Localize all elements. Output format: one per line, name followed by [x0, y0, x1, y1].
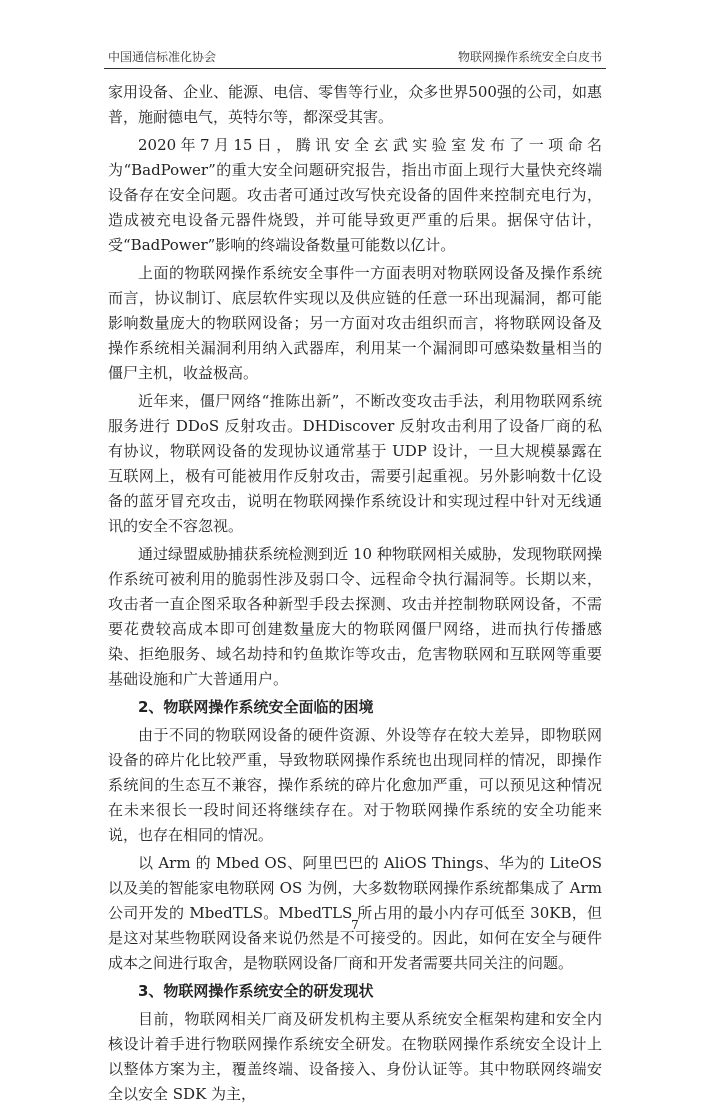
paragraph-mbedtls: 以 Arm 的 Mbed OS、阿里巴巴的 AliOS Things、华为的 LiteOS 以及美的智能家电物联网 OS 为例，大多数物联网操作系统都集成了 Arm 公司开发的 MbedTLS。MbedTLS 所占用的最小内存可低至 30KB，但是这对某些物联网设备来说仍然是不可接受的。因此，如何在安全与硬件成本之间进行取舍，是物联网设备厂商和开发者需要共同关注的问题。	[108, 854, 602, 972]
header-divider	[104, 68, 606, 69]
paragraph-fragmentation: 由于不同的物联网设备的硬件资源、外设等存在较大差异，即物联网设备的碎片化比较严重，导致物联网操作系统也出现同样的情况，即操作系统间的生态互不兼容，操作系统的碎片化愈加严重，可以预见这种情况在未来很长一段时间还将继续存在。对于物联网操作系统的安全功能来说，也存在相同的情况。	[108, 726, 602, 844]
paragraph-badpower: 2020年7月15日，腾讯安全玄武实验室发布了一项命名为“BadPower”的重大安全问题研究报告，指出市面上现行大量快充终端设备存在安全问题。攻击者可通过改写快充设备的固件来控制充电行为，造成被充电设备元器件烧毁，并可能导致更严重的后果。据保守估计，受“BadPower”影响的终端设备数量可能数以亿计。	[108, 136, 602, 254]
paragraph-continued: 家用设备、企业、能源、电信、零售等行业，众多世界500强的公司，如惠普，施耐德电气，英特尔等，都深受其害。	[108, 83, 602, 126]
paragraph-research-status: 目前，物联网相关厂商及研发机构主要从系统安全框架构建和安全内核设计着手进行物联网操作系统安全研发。在物联网操作系统安全设计上以整体方案为主，覆盖终端、设备接入、身份认证等。其中物联网终端安全以安全 SDK 为主，	[108, 1010, 602, 1103]
section-heading-3: 3、物联网操作系统安全的研发现状	[138, 982, 374, 1000]
header-organization: 中国通信标准化协会	[108, 50, 217, 64]
header-document-title: 物联网操作系统安全白皮书	[457, 50, 602, 64]
paragraph-botnet-ddos: 近年来，僵尸网络“推陈出新”，不断改变攻击手法，利用物联网系统服务进行 DDoS 反射攻击。DHDiscover 反射攻击利用了设备厂商的私有协议，物联网设备的发现协议通常基于 UDP 设计，一旦大规模暴露在互联网上，极有可能被用作反射攻击，需要引起重视。另外影响数十亿设备的蓝牙冒充攻击，说明在物联网操作系统设计和实现过程中针对无线通讯的安全不容忽视。	[108, 392, 602, 535]
page-body	[108, 80, 602, 1110]
paragraph-security-events: 上面的物联网操作系统安全事件一方面表明对物联网设备及操作系统而言，协议制订、底层软件实现以及供应链的任意一环出现漏洞，都可能影响数量庞大的物联网设备；另一方面对攻击组织而言，将物联网设备及操作系统相关漏洞利用纳入武器库，利用某一个漏洞即可感染数量相当的僵尸主机，收益极高。	[108, 264, 602, 382]
section-heading-2: 2、物联网操作系统安全面临的困境	[138, 698, 374, 716]
paragraph-threat-capture: 通过绿盟威胁捕获系统检测到近 10 种物联网相关威胁，发现物联网操作系统可被利用的脆弱性涉及弱口令、远程命令执行漏洞等。长期以来，攻击者一直企图采取各种新型手段去探测、攻击并控制物联网设备，不需要花费较高成本即可创建数量庞大的物联网僵尸网络，进而执行传播感染、拒绝服务、域名劫持和钓鱼欺诈等攻击，危害物联网和互联网等重要基础设施和广大普通用户。	[108, 545, 602, 688]
page-number: 7	[351, 918, 359, 932]
